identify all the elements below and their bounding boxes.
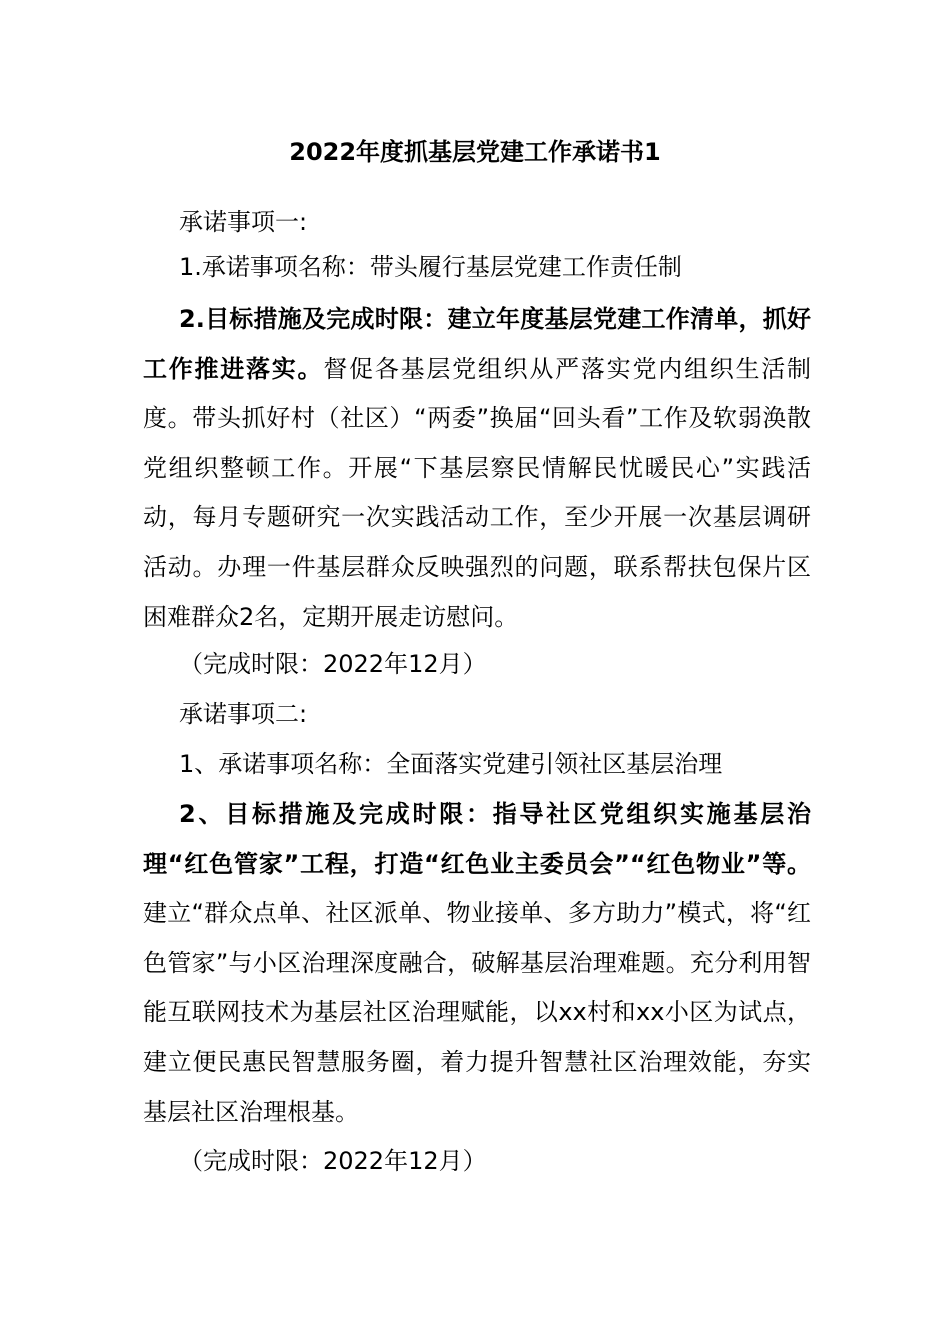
item1-heading: 承诺事项一: [179,208,308,236]
item1-measures [143,295,811,642]
item2-name: 1、承诺事项名称：全面落实党建引领社区基层治理 [179,750,723,778]
item1-name: 1.承诺事项名称：带头履行基层党建工作责任制 [179,253,682,281]
item1-measures-text: 督促各基层党组织从严落实党内组织生活制度。带头抓好村（社区）“两委”换届“回头看”工作及软弱涣散党组织整顿工作。开展“下基层察民情解民忧暖民心”实践活动，每月专题研究一次实践活动工作，至少开展一次基层调研活动。办理一件基层群众反映强烈的问题，联系帮扶包保片区困难群众2名，定期开展走访慰问。 [143,354,812,631]
item1-deadline: （完成时限：2022年12月） [179,650,487,678]
item2-measures [143,790,811,1137]
item2-heading: 承诺事项二: [179,700,308,728]
item2-measures-bold: 2、目标措施及完成时限：指导社区党组织实施基层治理“红色管家”工程，打造“红色业主委员会”“红色物业”等。 [143,800,811,878]
item2-measures-text: 建立“群众点单、社区派单、物业接单、多方助力”模式，将“红色管家”与小区治理深度融合，破解基层治理难题。充分利用智能互联网技术为基层社区治理赋能，以xx村和xx小区为试点，建立便民惠民智慧服务圈，着力提升智慧社区治理效能，夯实基层社区治理根基。 [143,899,811,1126]
item1-measures-bold: 2.目标措施及完成时限：建立年度基层党建工作清单，抓好工作推进落实。 [143,305,811,383]
item2-deadline: （完成时限：2022年12月） [179,1147,487,1175]
document-title: 2022年度抓基层党建工作承诺书1 [289,138,661,166]
